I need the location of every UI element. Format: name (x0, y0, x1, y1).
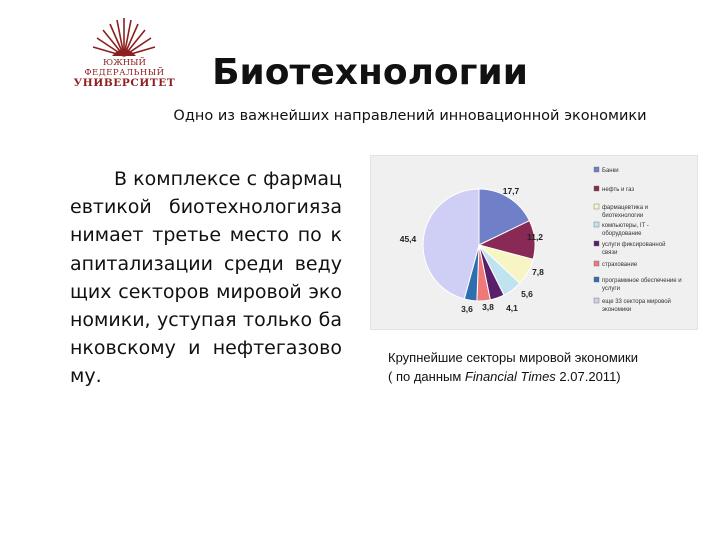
pie-value-label: 3,6 (461, 304, 473, 314)
body-paragraph: В комплексе с фармацевтикой биотехнологиязанимает третье место по капитализации среди ведущих секторов мировой экономики, уступая только банковскому и нефтегазовому. (70, 168, 342, 388)
pie-value-label: 4,1 (506, 303, 518, 313)
caption-line-2 (388, 367, 698, 386)
university-logo (62, 12, 187, 96)
pie-value-label: 5,6 (521, 289, 533, 299)
logo-line-1: ЮЖНЫЙ (103, 58, 146, 68)
legend-swatch (594, 277, 599, 282)
legend-label: компьютеры, IT - (602, 223, 649, 229)
legend-label: связи (602, 250, 618, 256)
caption-date: 2.07.2011) (555, 369, 621, 384)
page-title: Биотехнологии (212, 52, 528, 93)
legend-swatch (594, 186, 599, 191)
sunburst-emblem-icon (84, 12, 164, 60)
legend-label: услуги фиксированной (602, 242, 666, 248)
legend-label: Банки (602, 168, 619, 174)
legend-swatch (594, 298, 599, 303)
legend-swatch (594, 261, 599, 266)
caption-prefix: ( по данным (388, 369, 465, 384)
legend-swatch (594, 241, 599, 246)
pie-value-label: 17,7 (502, 186, 520, 196)
caption-source: Financial Times (464, 369, 556, 384)
pie-chart-panel (370, 155, 698, 330)
logo-line-2: ФЕДЕРАЛЬНЫЙ (84, 68, 165, 78)
pie-value-label: 7,8 (532, 267, 544, 277)
pie-value-label: 45,4 (399, 234, 417, 244)
logo-line-3: УНИВЕРСИТЕТ (73, 77, 176, 89)
legend-label: нефть и газ (602, 187, 635, 193)
pie-value-label: 3,8 (482, 302, 494, 312)
caption-line-1: Крупнейшие секторы мировой экономики (388, 350, 638, 365)
logo-text (62, 58, 187, 88)
legend-swatch (594, 204, 599, 209)
legend-label: биотехнологии (602, 213, 644, 219)
legend-label: страхование (602, 262, 638, 268)
legend-label: фармацевтика и (602, 205, 649, 211)
chart-caption (388, 348, 698, 386)
page-subtitle: Одно из важнейших направлений инновационной экономики (173, 108, 647, 124)
legend-label: услуги (602, 286, 620, 292)
legend-swatch (594, 222, 599, 227)
legend-swatch (594, 167, 599, 172)
pie-value-label: 11,2 (526, 232, 544, 242)
legend-label: программное обеспечение и (602, 278, 682, 284)
legend-label: оборудование (602, 231, 642, 237)
pie-chart (371, 156, 699, 331)
legend-label: экономики (602, 307, 632, 313)
legend-label: еще 33 сектора мировой (602, 299, 671, 305)
